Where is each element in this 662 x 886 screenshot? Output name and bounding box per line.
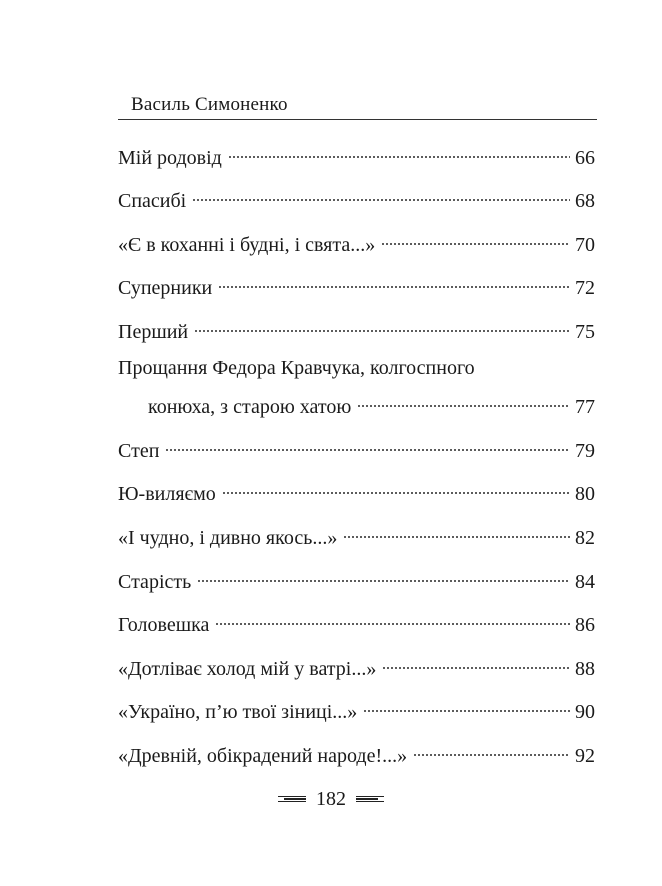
toc-entry xyxy=(118,605,595,636)
page-footer xyxy=(0,786,662,812)
toc-entry-page: 80 xyxy=(575,483,595,505)
running-header xyxy=(118,92,597,120)
toc-entry-title: Спасибі xyxy=(118,190,187,212)
toc-entry xyxy=(118,474,595,505)
toc-entry-page: 82 xyxy=(575,527,595,549)
footer-ornament-right xyxy=(356,796,384,802)
toc-entry-title: «І чудно, і дивно якось...» xyxy=(118,527,338,549)
dot-leader xyxy=(192,181,570,207)
toc-entry xyxy=(118,736,595,767)
dot-leader xyxy=(363,692,570,718)
toc-entry-title: Головешка xyxy=(118,614,210,636)
dot-leader xyxy=(381,225,570,251)
dot-leader xyxy=(357,387,570,413)
dot-leader xyxy=(222,474,570,500)
toc-entry-title: «Дотліває холод мій у ватрі...» xyxy=(118,658,377,680)
toc-entry-page: 66 xyxy=(575,147,595,169)
toc-entry xyxy=(118,312,595,343)
dot-leader xyxy=(218,268,570,294)
toc-entry-title: Ю-виляємо xyxy=(118,483,216,505)
toc-entry-page: 75 xyxy=(575,321,595,343)
toc-entry-title: Старість xyxy=(118,571,192,593)
footer-ornament-left xyxy=(278,796,306,802)
toc-entry-page: 77 xyxy=(575,396,595,418)
toc-entry xyxy=(148,387,595,418)
dot-leader xyxy=(228,138,570,164)
toc-entry-title-line2: конюха, з старою хатою xyxy=(148,396,352,418)
toc-entry-title-line1: Прощання Федора Кравчука, колгоспного xyxy=(118,357,475,379)
author-name: Василь Симоненко xyxy=(131,94,288,115)
dot-leader xyxy=(343,518,570,544)
dot-leader xyxy=(194,312,570,338)
toc-entry-title: Перший xyxy=(118,321,189,343)
toc-entry xyxy=(118,268,595,299)
toc-entry xyxy=(118,181,595,212)
toc-entry-page: 79 xyxy=(575,440,595,462)
toc-entry-page: 84 xyxy=(575,571,595,593)
toc-entry-title: Суперники xyxy=(118,277,213,299)
toc-entry-page: 92 xyxy=(575,745,595,767)
toc-entry xyxy=(118,138,595,169)
toc-entry-page: 68 xyxy=(575,190,595,212)
dot-leader xyxy=(382,649,570,675)
toc-entry-title: Степ xyxy=(118,440,160,462)
toc-entry-page: 90 xyxy=(575,701,595,723)
toc-entry-title: «Є в коханні і будні, і свята...» xyxy=(118,234,376,256)
toc-entry-title: Мій родовід xyxy=(118,147,222,169)
toc-entry xyxy=(118,518,595,549)
dot-leader xyxy=(413,736,570,762)
toc-entry xyxy=(118,562,595,593)
toc-entry xyxy=(118,431,595,462)
toc-entry-page: 88 xyxy=(575,658,595,680)
dot-leader xyxy=(197,562,570,588)
page-number: 182 xyxy=(316,787,346,810)
toc-entry xyxy=(118,649,595,680)
toc-entry-title: «Древній, обікрадений народе!...» xyxy=(118,745,408,767)
toc-entry xyxy=(118,692,595,723)
toc-entry-title: «Україно, п’ю твої зіниці...» xyxy=(118,701,358,723)
toc-entry-page: 72 xyxy=(575,277,595,299)
dot-leader xyxy=(215,605,570,631)
toc-entry-page: 70 xyxy=(575,234,595,256)
toc-entry-page: 86 xyxy=(575,614,595,636)
toc-entry xyxy=(118,225,595,256)
dot-leader xyxy=(165,431,570,457)
